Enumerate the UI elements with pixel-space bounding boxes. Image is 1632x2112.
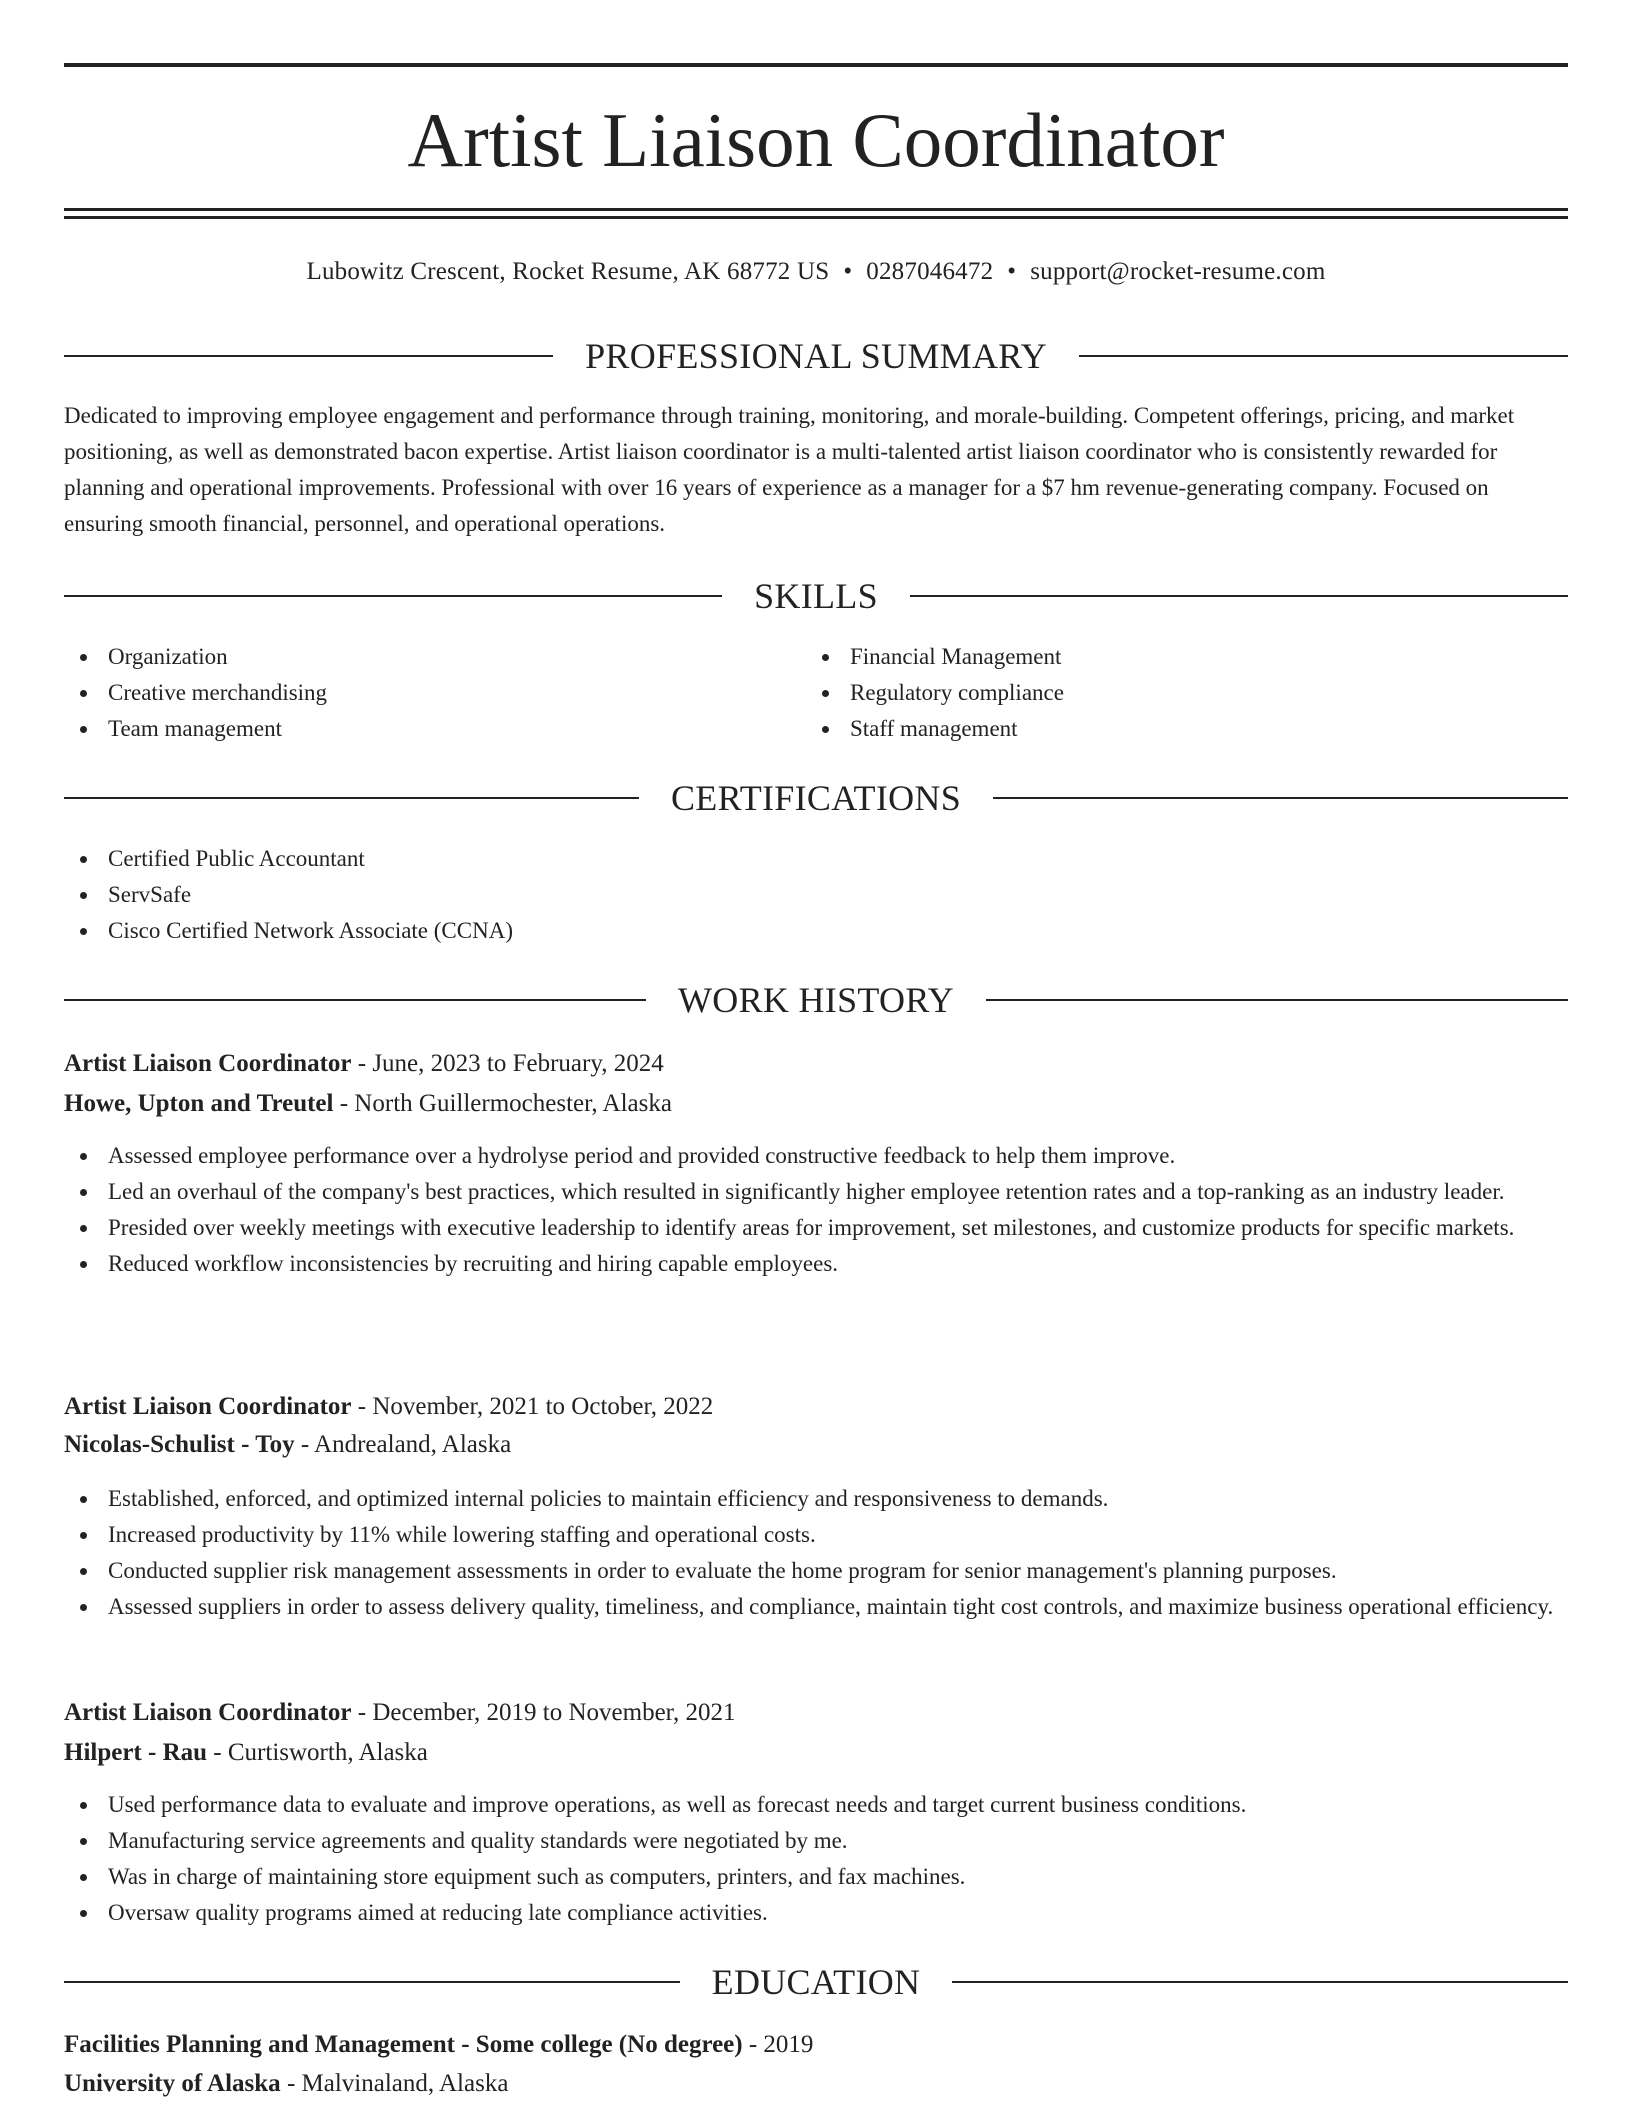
job-dates: - June, 2023 to February, 2024 — [351, 1050, 664, 1077]
summary-text: Dedicated to improving employee engagement and performance through training, monitoring, and morale-building. Competent offerings, pricing, and market positioning, as well as demonstrated bacon expertise. Artist liaison coordinator is a multi-talented artist liaison coordinator who is consistently rewarded for planning and operational improvements. Professional with over 16 years of experience as a manager for a $7 hm revenue-generating company. Focused on ensuring smooth financial, personnel, and operational operations. — [64, 403, 1515, 536]
job-bullet: Led an overhaul of the company's best practices, which resulted in significantly higher employee retention rates and a top-ranking as an industry leader. — [64, 1174, 1568, 1210]
job-company: Nicolas-Schulist - Toy — [64, 1431, 295, 1458]
section-rule — [64, 1981, 680, 1983]
section-header-summary — [64, 336, 1568, 376]
job-bullet: Oversaw quality programs aimed at reducing late compliance activities. — [64, 1895, 1568, 1931]
job-title: Artist Liaison Coordinator — [64, 1699, 352, 1726]
title-rule-lower — [64, 216, 1568, 219]
certification-item: Cisco Certified Network Associate (CCNA) — [64, 913, 1568, 949]
certifications-list — [64, 841, 1568, 949]
section-rule — [986, 999, 1568, 1001]
job-title: Artist Liaison Coordinator — [64, 1050, 352, 1077]
skill-item: Team management — [64, 711, 804, 747]
job-title-line — [64, 1046, 664, 1082]
job-location: - North Guillermochester, Alaska — [333, 1090, 672, 1117]
section-header-certifications — [64, 778, 1568, 818]
section-title: CERTIFICATIONS — [670, 778, 962, 818]
job-company: Hilpert - Rau — [64, 1739, 208, 1766]
job-bullet: Increased productivity by 11% while lowering staffing and operational costs. — [64, 1517, 1568, 1553]
top-rule — [64, 63, 1568, 67]
job-bullets — [64, 1138, 1568, 1282]
job-company-line — [64, 1735, 428, 1771]
education-location: - Malvinaland, Alaska — [280, 2070, 509, 2097]
section-header-skills — [64, 576, 1568, 616]
education-degree: Facilities Planning and Management - Some college (No degree) — [64, 2031, 743, 2058]
job-bullet: Presided over weekly meetings with executive leadership to identify areas for improvement, set milestones, and customize products for specific markets. — [64, 1210, 1568, 1246]
contact-separator: • — [1007, 258, 1017, 285]
education-school: University of Alaska — [64, 2070, 281, 2097]
section-rule — [64, 999, 646, 1001]
job-bullet: Reduced workflow inconsistencies by recruiting and hiring capable employees. — [64, 1246, 1568, 1282]
skill-item: Organization — [64, 639, 804, 675]
skills-list-left — [64, 639, 804, 747]
section-title: PROFESSIONAL SUMMARY — [585, 336, 1047, 376]
contact-address: Lubowitz Crescent, Rocket Resume, AK 68772 US — [306, 258, 830, 285]
certification-item: Certified Public Accountant — [64, 841, 1568, 877]
section-rule — [64, 595, 722, 597]
job-dates: - December, 2019 to November, 2021 — [351, 1699, 736, 1726]
job-bullet: Was in charge of maintaining store equipment such as computers, printers, and fax machines. — [64, 1859, 1568, 1895]
skill-item: Financial Management — [806, 639, 1546, 675]
section-title: SKILLS — [754, 576, 878, 616]
job-bullet: Established, enforced, and optimized internal policies to maintain efficiency and responsiveness to demands. — [64, 1481, 1568, 1517]
skill-item: Staff management — [806, 711, 1546, 747]
job-bullet: Conducted supplier risk management assessments in order to evaluate the home program for senior management's planning purposes. — [64, 1553, 1568, 1589]
section-title: WORK HISTORY — [678, 980, 954, 1020]
contact-phone: 0287046472 — [866, 258, 994, 285]
job-location: - Curtisworth, Alaska — [207, 1739, 428, 1766]
education-year: - 2019 — [742, 2031, 814, 2058]
section-header-education — [64, 1962, 1568, 2002]
education-degree-line — [64, 2027, 813, 2063]
section-rule — [993, 797, 1568, 799]
section-rule — [1079, 355, 1568, 357]
job-location: - Andrealand, Alaska — [294, 1431, 512, 1458]
contact-email[interactable]: support@rocket-resume.com — [1030, 258, 1326, 285]
job-title-line — [64, 1389, 713, 1425]
skill-item: Regulatory compliance — [806, 675, 1546, 711]
section-rule — [64, 355, 553, 357]
job-bullet: Assessed suppliers in order to assess delivery quality, timeliness, and compliance, maintain tight cost controls, and maximize business operational efficiency. — [64, 1589, 1568, 1625]
job-company-line — [64, 1427, 511, 1463]
job-company-line — [64, 1086, 672, 1122]
job-bullet: Assessed employee performance over a hydrolyse period and provided constructive feedback to help them improve. — [64, 1138, 1568, 1174]
section-rule — [64, 797, 639, 799]
skills-list-right — [806, 639, 1546, 747]
job-bullets — [64, 1787, 1568, 1931]
job-bullet: Manufacturing service agreements and quality standards were negotiated by me. — [64, 1823, 1568, 1859]
skill-item: Creative merchandising — [64, 675, 804, 711]
section-rule — [952, 1981, 1568, 1983]
contact-separator: • — [843, 258, 853, 285]
job-title-line — [64, 1695, 736, 1731]
title-rule-upper — [64, 208, 1568, 211]
job-title: Artist Liaison Coordinator — [64, 1393, 352, 1420]
job-company: Howe, Upton and Treutel — [64, 1090, 334, 1117]
job-bullet: Used performance data to evaluate and improve operations, as well as forecast needs and target current business conditions. — [64, 1787, 1568, 1823]
resume-title: Artist Liaison Coordinator — [407, 97, 1225, 183]
certification-item: ServSafe — [64, 877, 1568, 913]
education-school-line — [64, 2066, 508, 2102]
section-header-work-history — [64, 980, 1568, 1020]
section-title: EDUCATION — [711, 1962, 921, 2002]
job-dates: - November, 2021 to October, 2022 — [351, 1393, 714, 1420]
job-bullets — [64, 1481, 1568, 1625]
section-rule — [910, 595, 1568, 597]
contact-line — [64, 254, 1568, 290]
